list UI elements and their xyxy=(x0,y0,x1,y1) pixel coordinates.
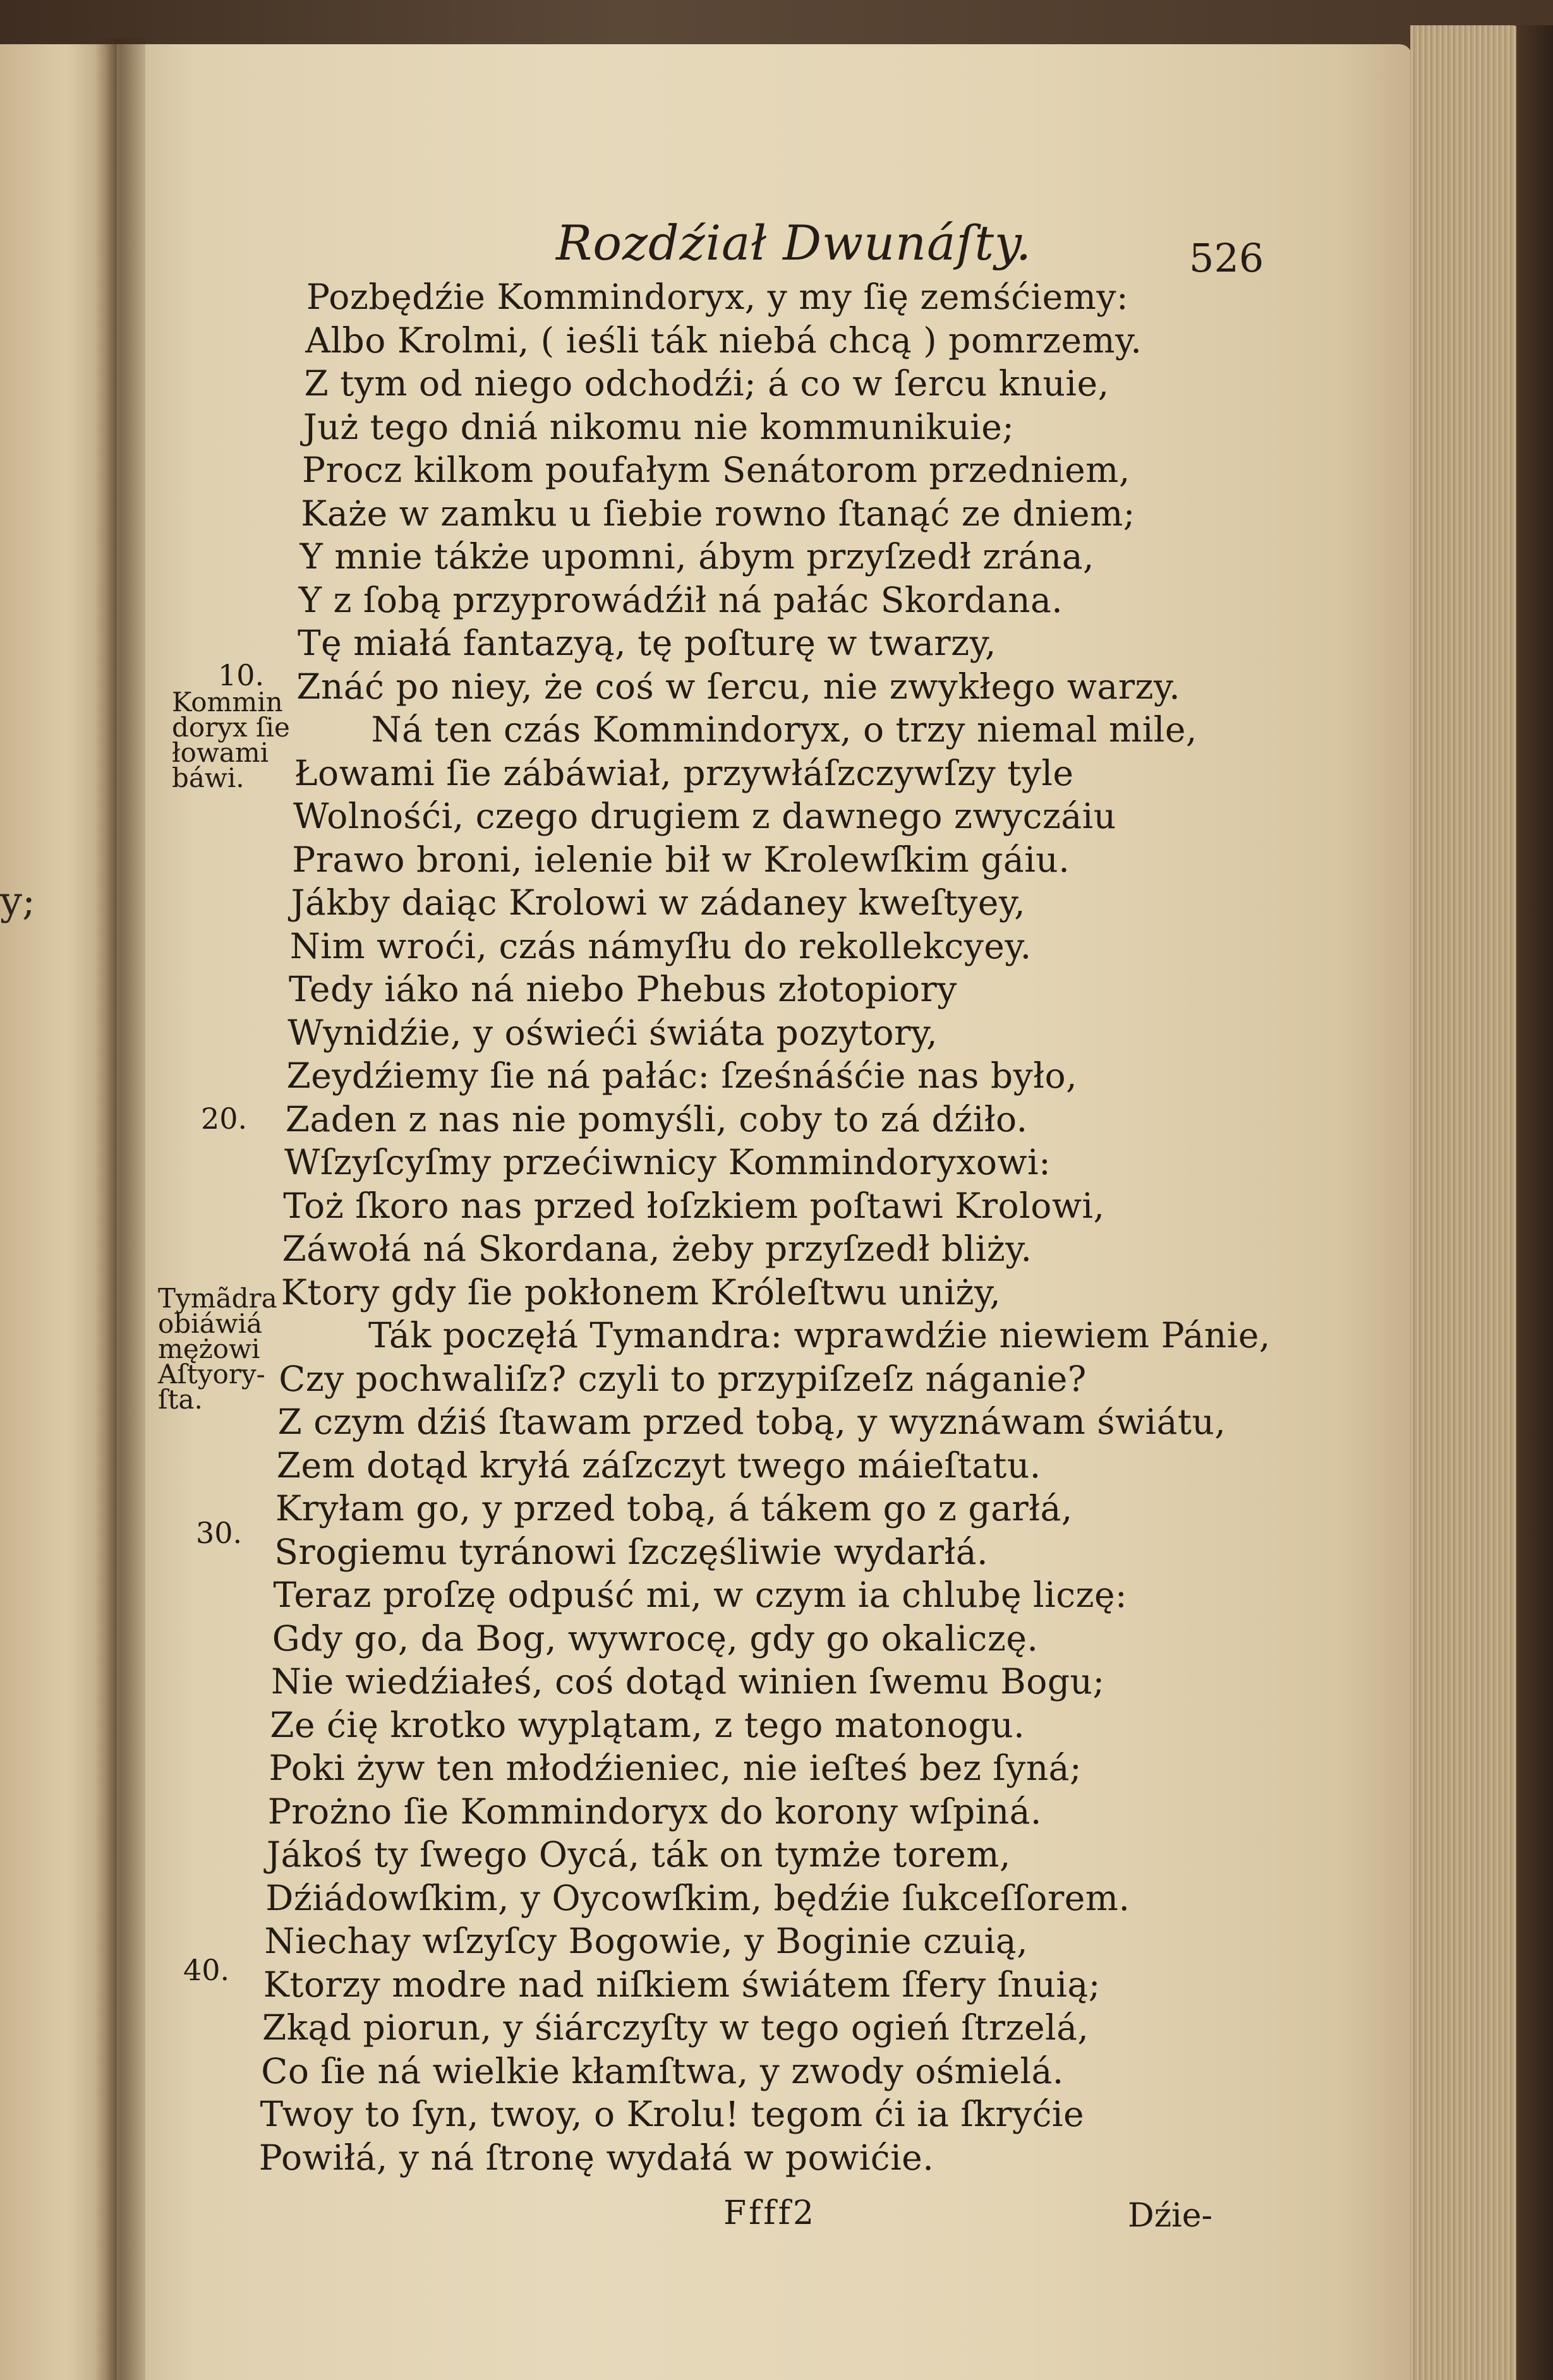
verse-line: Kryłam go, y przed tobą, á tákem go z garłá, xyxy=(275,1488,1073,1529)
verse-line: Teraz proſzę odpuść mi, w czym ia chlubę liczę: xyxy=(273,1575,1128,1615)
verse-line: Zkąd piorun, y śiárczyſty w tego ogień ſtrzelá, xyxy=(262,2007,1089,2048)
line-number: 20. xyxy=(201,1102,248,1136)
signature-mark: Ffff2 xyxy=(723,2194,816,2232)
verse-line: Ze ćię krotko wyplątam, z tego matonogu. xyxy=(270,1704,1025,1745)
verse-line: Pozbędźie Kommindoryx, y my ſię zemśćiemy: xyxy=(306,277,1128,317)
verse-line: Gdy go, da Bog, wywrocę, gdy go okaliczę. xyxy=(272,1618,1039,1659)
verse-line: Dźiádowſkim, y Oycowſkim, będźie ſukceſſorem. xyxy=(265,1877,1130,1918)
catchword: Dźie- xyxy=(1128,2197,1213,2235)
verse-line: Jákoś ty ſwego Oycá, ták on tymże torem, xyxy=(267,1834,1011,1875)
page-number: 526 xyxy=(1189,235,1264,281)
verse-line: Prożno ſie Kommindoryx do korony wſpiná. xyxy=(267,1791,1042,1832)
gutter-shadow xyxy=(95,38,145,2380)
margin-note-line: Aſtyory- xyxy=(158,1359,265,1390)
verse-line: Ktory gdy ſie pokłonem Króleſtwu uniży, xyxy=(281,1271,1001,1313)
verse-line: Łowami ſie zábáwiał, przywłáſzczywſzy tyle xyxy=(294,752,1074,793)
verse-line: Y z ſobą przyprowádźił ná pałác Skordana. xyxy=(298,579,1063,620)
verse-line: Toż ſkoro nas przed łoſzkiem poſtawi Krolowi, xyxy=(283,1185,1105,1226)
verse-line: Niechay wſzyſcy Bogowie, y Boginie czuią, xyxy=(264,1921,1029,1961)
verse-line: Czy pochwaliſz? czyli to przypiſzeſz náganie? xyxy=(279,1358,1087,1399)
verse-line: Ná ten czás Kommindoryx, o trzy niemal mile, xyxy=(371,709,1197,750)
verse-line: Poki żyw ten młodźieniec, nie ieſteś bez ſyná; xyxy=(269,1748,1082,1788)
verse-line: Srogiemu tyránowi ſzczęśliwie wydarłá. xyxy=(274,1531,988,1572)
verse-line: Co ſie ná wielkie kłamſtwa, y zwody ośmielá. xyxy=(261,2050,1064,2091)
verse-line: Albo Krolmi, ( ieśli ták niebá chcą ) pomrzemy. xyxy=(305,320,1142,361)
verse-line: Tedy iáko ná niebo Phebus złotopiory xyxy=(289,969,957,1009)
page-block-edges xyxy=(1410,25,1530,2380)
margin-note-line: Tymãdra xyxy=(158,1283,277,1314)
verse-line: Tę miałá fantazyą, tę poſturę w twarzy, xyxy=(298,623,996,663)
verse-line: Ktorzy modre nad niſkiem świátem ſfery ſnuią; xyxy=(263,1964,1101,2005)
verse-line: Y mnie tákże upomni, ábym przyſzedł zrána, xyxy=(299,536,1095,577)
margin-note-line: báwi. xyxy=(172,762,245,793)
margin-note xyxy=(172,687,290,793)
verse-line: Z tym od niego odchodźi; á co w ſercu knuie, xyxy=(304,363,1109,404)
running-title: Rozdźiał Dwunáſty. xyxy=(556,215,1032,271)
line-number: 40. xyxy=(183,1953,230,1987)
margin-note-line: Kommin xyxy=(172,687,283,718)
verse-line: Jákby daiąc Krolowi w zádaney kweſtyey, xyxy=(291,882,1026,923)
verse-line: Wolnośći, czego drugiem z dawnego zwyczáiu xyxy=(293,796,1116,836)
verse-line: Znáć po niey, że coś w ſercu, nie zwykłego warzy. xyxy=(296,666,1181,707)
verse-line: Powiłá, y ná ſtronę wydałá w powićie. xyxy=(258,2137,934,2178)
margin-note-line: łowami xyxy=(172,737,269,768)
verse-line: Zeydźiemy ſie ná pałác: ſześnáśćie nas było, xyxy=(286,1055,1078,1096)
verse-line: Już tego dniá nikomu nie kommunikuie; xyxy=(303,406,1015,447)
left-page-fragment: y; xyxy=(0,878,35,924)
margin-note-line: ſta. xyxy=(158,1384,203,1415)
verse-line: Wynidźie, y oświeći świáta pozytory, xyxy=(287,1012,938,1053)
verse-line: Nie wiedźiałeś, coś dotąd winien ſwemu Bogu; xyxy=(271,1661,1105,1702)
line-number: 10. xyxy=(218,658,265,692)
verse-line: Z czym dźiś ſtawam przed tobą, y wyznáwam świátu, xyxy=(277,1402,1226,1442)
margin-note-line: mężowi xyxy=(158,1333,260,1364)
verse-line: Záwołá ná Skordana, żeby przyſzedł bliży. xyxy=(282,1229,1032,1269)
verse-line: Nim wroći, czás námyſłu do rekollekcyey. xyxy=(289,925,1032,966)
verse-line: Zaden z nas nie pomyśli, coby to zá dźiło. xyxy=(285,1098,1028,1139)
verse-line: Twoy to ſyn, twoy, o Krolu! tegom ći ia ſkryćie xyxy=(260,2094,1085,2134)
verse-line: Ták poczęłá Tymandra: wprawdźie niewiem Pánie, xyxy=(368,1315,1271,1355)
verse-line: Każe w zamku u ſiebie rowno ſtanąć ze dniem; xyxy=(301,493,1135,534)
margin-note-line: doryx ſie xyxy=(172,712,290,743)
margin-note-line: obiáwiá xyxy=(158,1308,263,1339)
line-number: 30. xyxy=(196,1516,243,1550)
verse-line: Procz kilkom poufałym Senátorom przedniem, xyxy=(302,450,1130,490)
verse-line: Zem dotąd kryłá záſzczyt twego máieſtatu. xyxy=(276,1445,1041,1486)
edge-shadow xyxy=(1516,25,1553,2380)
verse-line: Wſzyſcyſmy przećiwnicy Kommindoryxowi: xyxy=(284,1142,1051,1182)
verse-line: Prawo broni, ielenie bił w Krolewſkim gáiu. xyxy=(292,839,1070,880)
margin-note xyxy=(158,1283,277,1415)
